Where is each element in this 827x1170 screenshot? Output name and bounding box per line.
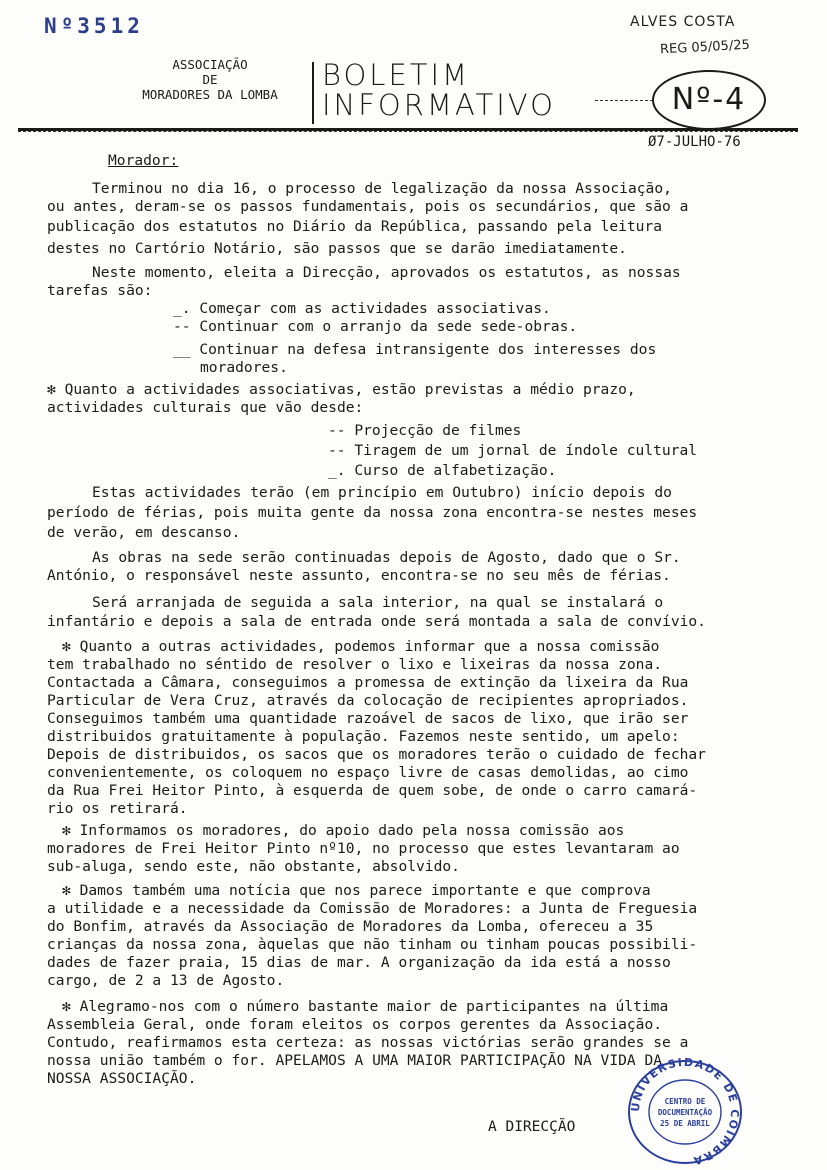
title-divider [312,62,314,124]
issue-number-badge: Nº-4 [652,70,766,130]
asterisk-icon: ✻ [62,882,80,899]
body-line: infantário e depois a sala de entrada onde será montada a sala de convívio. [47,613,706,630]
body-line: distribuidos gratuitamente à população. Fazemos neste sentido, um apelo: [47,728,680,745]
dash-icon: -- [328,442,355,459]
dash-icon: __ [173,341,200,358]
title-dash [595,100,653,101]
paragraph-start: ✻ Damos também uma notícia que nos parece importante e que comprova [62,882,651,899]
body-line: Particular de Vera Cruz, através da colocação de recipientes apropriados. [47,692,689,709]
body-line: moradores de Frei Heitor Pinto nº10, no processo que estes levantaram ao [47,840,680,857]
body-line: As obras na sede serão continuadas depois de Agosto, dado que o Sr. [92,549,681,566]
body-line: Conseguimos também uma quantidade razoável de sacos de lixo, que irão ser [47,710,689,727]
body-line: rio os retirará. [47,800,188,817]
association-line-2: DE [202,72,218,87]
bulletin-title-line-2: INFORMATIVO [322,88,556,122]
body-line: a utilidade e a necessidade da Comissão de Moradores: a Junta de Freguesia [47,900,698,917]
list-item: __ Continuar na defesa intransigente dos interesses dos [173,341,657,358]
body-line: Será arranjada de seguida a sala interior, na qual se instalará o [92,594,664,611]
body-line: moradores. [200,359,288,376]
asterisk-icon: ✻ [62,638,80,655]
body-line: tem trabalhado no séntido de resolver o lixo e lixeiras da nossa zona. [47,656,663,673]
body-line: de verão, em descanso. [47,524,241,541]
asterisk-icon: ✻ [62,998,80,1015]
bulletin-title-line-1: BOLETIM [322,58,471,92]
body-line: nossa união também o for. APELAMOS A UMA MAIOR PARTICIPAÇÃO NA VIDA DA [47,1052,663,1069]
paragraph-start: ✻ Quanto a outras actividades, podemos informar que a nossa comissão [62,638,660,655]
paragraph-start: ✻ Quanto a actividades associativas, estão previstas a médio prazo, [47,381,636,398]
body-line: convenientemente, os coloquem no espaço livre de casas demolidas, ao cimo [47,764,689,781]
body-line: Assembleia Geral, onde foram eleitos os corpos gerentes da Associação. [47,1016,663,1033]
stamp-center-line-2: DOCUMENTAÇÃO [657,1108,713,1117]
archive-number: Nº3512 [44,14,144,38]
list-item: -- Continuar com o arranjo da sede sede-obras. [173,318,578,335]
body-line: cargo, de 2 a 13 de Agosto. [47,972,285,989]
list-item: _. Curso de alfabetização. [328,462,557,479]
issue-date: Ø7-JULHO-76 [648,134,741,150]
body-line: actividades culturais que vão desde: [47,399,364,416]
stamp-center-line-3: 25 DE ABRIL [660,1119,710,1128]
asterisk-icon: ✻ [62,822,80,839]
body-line: crianças da nossa zona, àquelas que não tinham ou tinham poucas possibili- [47,936,698,953]
dash-icon: _. [328,462,355,479]
dash-icon: -- [328,422,355,439]
body-line: Estas actividades terão (em princípio em Outubro) início depois do [92,484,672,501]
body-line: tarefas são: [47,282,153,299]
body-line: Contactada a Câmara, conseguimos a promessa de extinção da lixeira da Rua [47,674,689,691]
association-name [100,57,320,102]
body-line: período de férias, pois muita gente da nossa zona encontra-se nestes meses [47,504,698,521]
list-item: -- Tiragem de um jornal de índole cultural [328,442,698,459]
body-line: destes no Cartório Notário, são passos que se darão imediatamente. [47,240,627,257]
stamp-seal-icon [625,1058,745,1166]
paragraph-start: ✻ Informamos os moradores, do apoio dado pela nossa comissão aos [62,822,625,839]
body-line: sub-aluga, sendo este, não obstante, absolvido. [47,858,460,875]
handwritten-name: ALVES COSTA [630,14,736,30]
body-line: ou antes, deram-se os passos fundamentais, pois os secundários, que são a [47,198,689,215]
body-line: Terminou no dia 16, o processo de legalização da nossa Associação, [92,180,672,197]
association-line-1: ASSOCIAÇÃO [172,57,248,72]
dash-icon: -- [173,318,200,335]
list-item: _. Começar com as actividades associativas. [173,300,551,317]
stamp-center-line-1: CENTRO DE [664,1097,706,1106]
handwritten-reg: REG 05/05/25 [659,37,751,58]
header-rule-dashed [18,131,798,132]
salutation: Morador: [108,152,179,169]
body-line: Neste momento, eleita a Direcção, aprovados os estatutos, as nossas [92,264,681,281]
association-line-3: MORADORES DA LOMBA [142,87,278,102]
dash-icon: _. [173,300,200,317]
body-line: Depois de distribuidos, os sacos que os moradores terão o cuidado de fechar [47,746,706,763]
body-line: Contudo, reafirmamos esta certeza: as nossas victórias serão grandes se a [47,1034,689,1051]
body-line: publicação dos estatutos no Diário da República, passando pela leitura [47,218,663,235]
asterisk-icon: ✻ [47,381,65,398]
body-line: António, o responsável neste assunto, encontra-se no seu mês de férias. [47,567,671,584]
university-stamp [625,1058,745,1166]
body-line: dades de fazer praia, 15 dias de mar. A organização da ida está a nosso [47,954,671,971]
body-line: da Rua Frei Heitor Pinto, à esquerda de quem sobe, de onde o carro camará- [47,782,698,799]
body-line: do Bonfim, através da Associação de Moradores da Lomba, ofereceu a 35 [47,918,654,935]
paragraph-start: ✻ Alegramo-nos com o número bastante maior de participantes na última [62,998,669,1015]
list-item: -- Projecção de filmes [328,422,522,439]
signature: A DIRECÇÃO [488,1119,576,1135]
body-line: NOSSA ASSOCIAÇÃO. [47,1070,197,1087]
stamp-ring-text: UNIVERSIDADE DE COIMBRA [628,1058,742,1166]
